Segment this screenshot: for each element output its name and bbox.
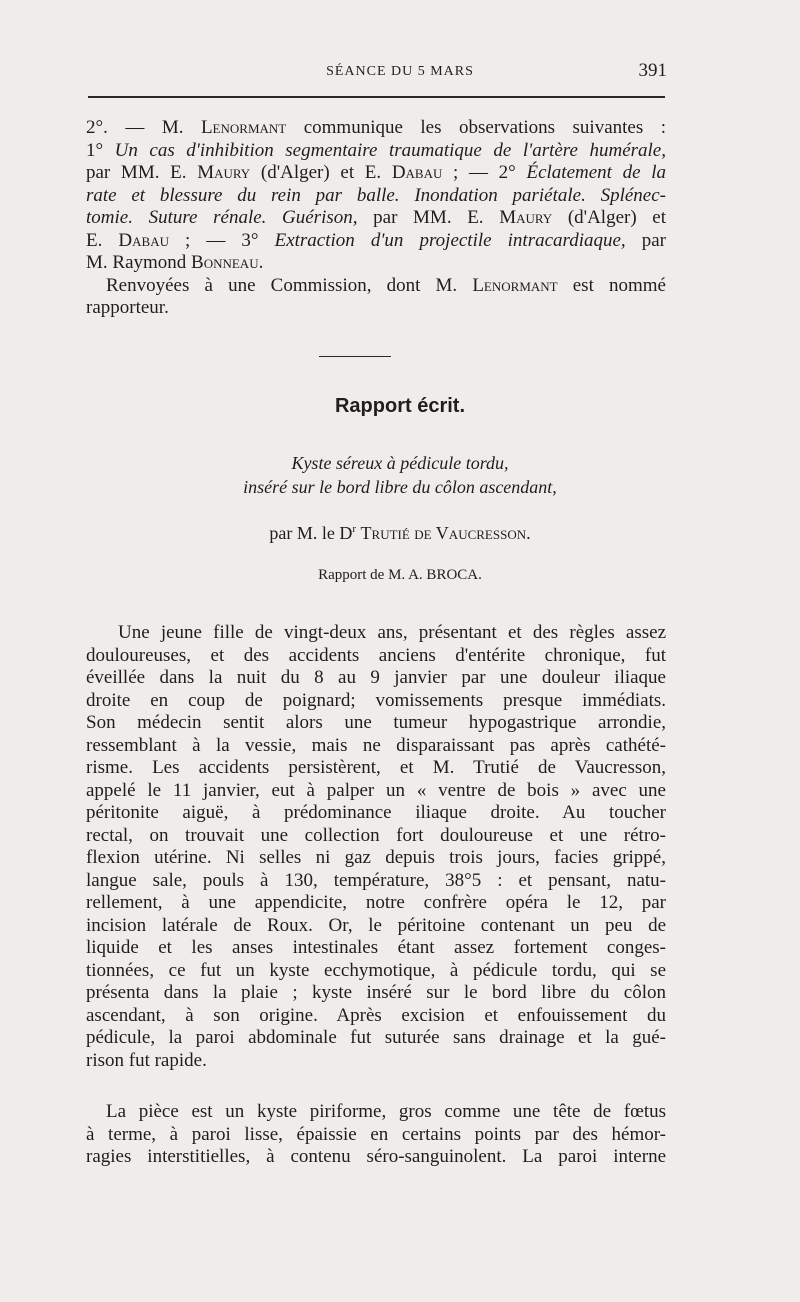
referral-line: rapporteur. xyxy=(86,297,169,318)
text-line: ressemblant à la vessie, mais ne disparaissant pas après cathété- xyxy=(86,734,666,756)
text-line: incision latérale de Roux. Or, le péritoine contenant un peu de xyxy=(86,914,666,936)
text-line: péritonite aiguë, à prédominance iliaque droite. Au toucher xyxy=(86,802,666,823)
text-line: 2°. — M. Lenormant communique les observations suivantes : xyxy=(86,117,666,138)
text-line: tionnées, ce fut un kyste ecchymotique, à pédicule tordu, qui se xyxy=(86,959,666,981)
text-line: tomie. Suture rénale. Guérison, par MM. E. Maury (d'Alger) et xyxy=(86,207,667,228)
text-line: éveillée dans la nuit du 8 au 9 janvier par une douleur iliaque xyxy=(86,667,666,688)
section-title: Rapport écrit. xyxy=(334,395,466,417)
body-paragraph-1 xyxy=(86,622,666,1072)
referral-line: Renvoyées à une Commission, dont M. Lenormant est nommé xyxy=(106,274,666,296)
body-paragraph-2 xyxy=(86,1101,666,1169)
text-line: E. Dabau ; — 3° Extraction d'un projectile intracardiaque, par xyxy=(86,229,666,251)
text-line: risme. Les accidents persistèrent, et M. Trutié de Vaucresson, xyxy=(86,757,666,778)
text-line: ascendant, à son origine. Après excision et enfouissement du xyxy=(86,1004,666,1026)
author-line: par M. le $D^r$ Trutié de Vaucresson. xyxy=(269,523,531,543)
header-divider xyxy=(88,96,665,98)
text-line: rison fut rapide. xyxy=(86,1049,207,1071)
text-line: présenta dans la plaie ; kyste inséré sur le bord libre du côlon xyxy=(86,982,666,1003)
article-title-line-2: inséré sur le bord libre du côlon ascendant, xyxy=(243,477,557,497)
text-line: droite en coup de poignard; vomissements presque immédiats. xyxy=(86,689,666,711)
text-line: La pièce est un kyste piriforme, gros comme une tête de fœtus xyxy=(106,1101,666,1122)
text-line: Une jeune fille de vingt-deux ans, présentant et des règles assez xyxy=(118,622,666,643)
text-line: rellement, à une appendicite, notre confrère opéra le 12, par xyxy=(86,892,666,913)
text-line: appelé le 11 janvier, eut à palper un « ventre de bois » avec une xyxy=(86,779,666,801)
text-line: liquide et les anses intestinales étant assez fortement conges- xyxy=(86,937,666,958)
text-line: par MM. E. Maury (d'Alger) et E. Dabau ; — 2° Éclatement de la xyxy=(86,162,666,183)
section-divider xyxy=(319,356,391,357)
text-line: rate et blessure du rein par balle. Inondation pariétale. Splénec- xyxy=(86,184,666,206)
rapporteur-line: Rapport de M. A. BROCA. xyxy=(318,567,482,583)
text-line: Son médecin sentit alors une tumeur hypogastrique arrondie, xyxy=(86,712,666,733)
text-line: langue sale, pouls à 130, température, 38°5 : et pensant, natu- xyxy=(86,869,666,891)
running-title: SÉANCE DU 5 MARS xyxy=(326,64,474,79)
text-line: M. Raymond Bonneau. xyxy=(86,252,264,273)
text-line: douloureuses, et des accidents anciens d'entérite chronique, fut xyxy=(86,644,666,666)
text-line: 1° Un cas d'inhibition segmentaire traumatique de l'artère humérale, xyxy=(86,139,666,161)
article-title-line-1: Kyste séreux à pédicule tordu, xyxy=(291,453,509,473)
text-line: à terme, à paroi lisse, épaissie en certains points par des hémor- xyxy=(86,1123,666,1145)
text-line: flexion utérine. Ni selles ni gaz depuis trois jours, facies grippé, xyxy=(86,847,666,868)
text-line: ragies interstitielles, à contenu séro-sanguinolent. La paroi interne xyxy=(86,1146,666,1167)
text-line: pédicule, la paroi abdominale fut suturée sans drainage et la gué- xyxy=(86,1027,666,1048)
text-line: rectal, on trouvait une collection fort douloureuse et une rétro- xyxy=(86,824,666,846)
page-number: 391 xyxy=(638,60,667,81)
communication-paragraph xyxy=(86,117,666,320)
